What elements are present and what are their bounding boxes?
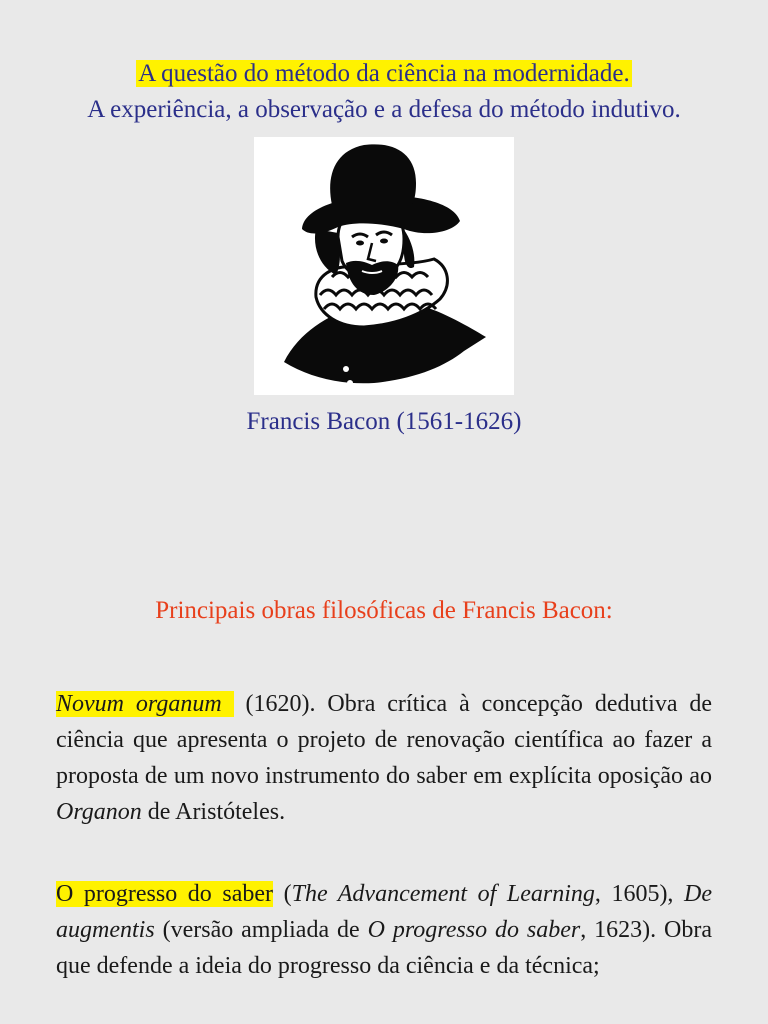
work-item-progresso-do-saber [56, 876, 712, 984]
work-title-highlight: O progresso do saber [56, 881, 274, 907]
works-heading: Principais obras filosóficas de Francis Bacon: [155, 597, 613, 624]
english-title: The Advancement of Learning [291, 881, 595, 907]
referenced-title: Organon [56, 799, 142, 825]
title-line-2: A experiência, a observação e a defesa do método indutivo. [87, 96, 681, 123]
open-paren: ( [283, 881, 292, 907]
expanded-title: De augmentis [56, 881, 712, 943]
year-1605: , 1605), [594, 881, 674, 907]
original-title-ref: O progresso do saber [367, 917, 581, 943]
work-title-highlight [56, 691, 234, 717]
work-description: , 1623). Obra que defende a ideia do progresso da ciência e da técnica; [56, 917, 713, 979]
work-title: Novum organum [56, 691, 222, 717]
portrait-caption: Francis Bacon (1561-1626) [246, 408, 522, 435]
title-block [0, 56, 768, 128]
title-line-1 [0, 56, 768, 92]
portrait-drawing [254, 137, 514, 395]
work-description: (1620). Obra crítica à concepção dedutiva de ciência que apresenta o projeto de renovação científica ao fazer a proposta de um novo instrumento do saber em explícita oposição ao [56, 691, 713, 789]
francis-bacon-portrait [254, 137, 514, 395]
work-item-novum-organum [56, 686, 712, 830]
expanded-note: (versão ampliada de [162, 917, 360, 943]
title-highlight: A questão do método da ciência na modernidade. [138, 60, 630, 87]
work-description-end: de Aristóteles. [147, 799, 286, 825]
